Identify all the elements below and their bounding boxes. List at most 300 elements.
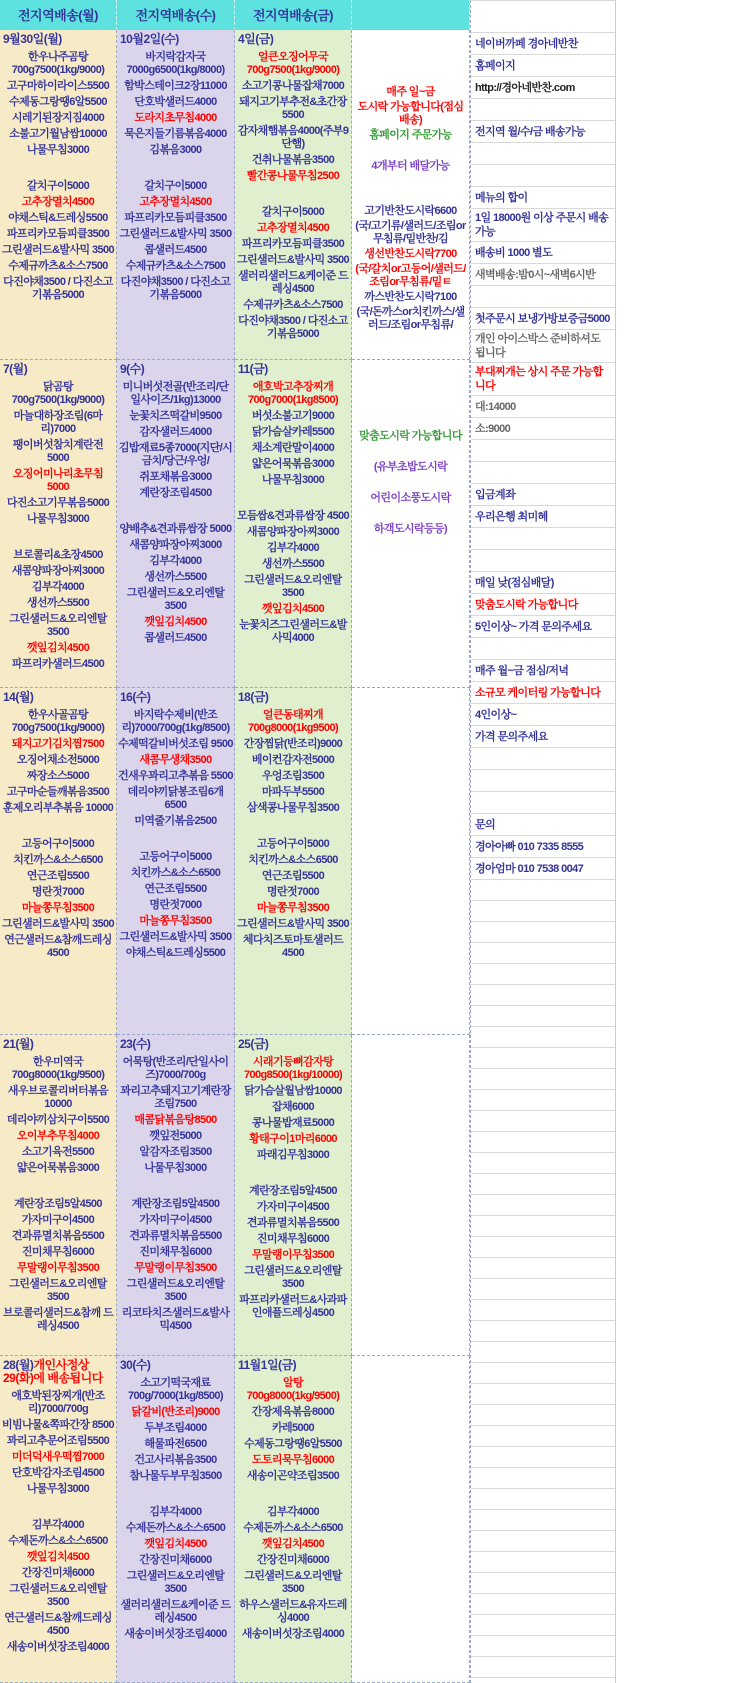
day-date: 7(월)	[3, 362, 28, 376]
menu-item: 버섯소불고기9000	[251, 410, 335, 422]
menu-item: 견과류멸치볶음5500	[246, 1217, 340, 1229]
menu-item: 리코타치즈샐러드&발사믹4500	[121, 1307, 230, 1332]
info-cell-empty	[471, 143, 615, 165]
menu-gap	[236, 1165, 350, 1182]
menu-item: 새송이버섯장조림4000	[241, 1628, 345, 1640]
day-cell	[0, 1356, 117, 1683]
menu-item: 그린샐러드&오리엔탈 3500	[244, 1265, 342, 1290]
menu-gap	[236, 818, 350, 835]
menu-item: 소불고기월남쌈10000	[9, 128, 107, 140]
menu-item: 그린샐러드&오리엔탈 3500	[9, 613, 107, 638]
menu-item: 샐러리샐러드&케이준 드레싱4500	[237, 270, 349, 295]
note-line: 고기반찬도시락6600	[364, 205, 457, 217]
menu-item: 가자미구이4500	[256, 1201, 330, 1213]
menu-item: 채소계란말이4000	[251, 442, 335, 454]
menu-item: 고등어구이5000	[21, 838, 95, 850]
menu-item: 닭곰탕 700g7500(1kg/9000)	[11, 381, 105, 406]
day-date: 10월2일(수)	[120, 32, 179, 46]
menu-item: 우엉조림3500	[261, 770, 325, 782]
menu-item: 바지락수제비(반조리)7000/700g(1kg/8500)	[121, 709, 230, 734]
menu-item: 계란장조림5알4500	[14, 1198, 102, 1210]
info-cell-empty	[471, 99, 615, 121]
menu-item: 나물무침3000	[26, 513, 90, 525]
info-cell: 가격 문의주세요	[471, 726, 615, 748]
menu-item: 깻잎김치4500	[26, 642, 90, 654]
note-line: (국/돈까스or치킨까스/샐러드/조림or무침류/	[356, 306, 465, 331]
menu-item: 깻잎김치4500	[144, 616, 207, 628]
menu-item: 참나물두부무침3500	[129, 1470, 222, 1482]
day-cell	[235, 360, 352, 688]
menu-item: 한우미역국 700g8000(1kg/9500)	[11, 1056, 105, 1081]
menu-item: 감자채햄볶음4000(주부9단햄)	[237, 125, 349, 150]
day-date: 16(수)	[120, 690, 151, 704]
menu-item: 생선까스5500	[26, 597, 90, 609]
info-cell: 부대찌개는 상시 주문 가능합니다	[471, 363, 615, 396]
info-cell: 새벽배송:밤0시~새벽6시반	[471, 264, 615, 286]
note-gap	[353, 445, 468, 459]
info-cell: 우리은행 최미혜	[471, 506, 615, 528]
header-empty	[352, 0, 470, 30]
menu-item: 무말랭이무침3500	[251, 1249, 335, 1261]
menu-item: 모듬쌈&견과류쌈장 4500	[236, 510, 350, 522]
menu-item: 가자미구이4500	[139, 1214, 212, 1226]
menu-item: 견과류멸치볶음5500	[129, 1230, 222, 1242]
info-cell: 1일 18000원 이상 주문시 배송가능	[471, 209, 615, 242]
menu-item: 간장진미채6000	[256, 1554, 330, 1566]
note-gap	[353, 507, 468, 521]
menu-item: 얼큰오징어무국 700g7500(1kg/9000)	[246, 51, 340, 76]
day-cell	[0, 688, 117, 1035]
note-line: (국/갈치or고등어/샐러드/조림or무침류/밑ㅌ	[355, 263, 466, 288]
menu-item: 시레기된장지짐4000	[11, 112, 105, 124]
menu-item: 연근조림5500	[26, 870, 90, 882]
menu-item: 그린샐러드&발사믹 3500	[236, 918, 350, 930]
menu-item: 소고기육전5500	[21, 1146, 95, 1158]
menu-item: 매콤닭볶음탕8500	[134, 1114, 217, 1126]
note-gap	[353, 476, 468, 490]
menu-item: 수제동그랑땡6알5500	[9, 96, 107, 108]
menu-item: 브로콜리&초장4500	[13, 549, 103, 561]
menu-item: 돼지고기부추전&초간장5500	[239, 96, 347, 121]
week-row	[0, 30, 470, 360]
note-line: (유부초밥도시락	[373, 461, 448, 473]
menu-item: 그린샐러드&오리엔탈 3500	[244, 574, 342, 599]
info-cell: 배송비 1000 별도	[471, 242, 615, 264]
menu-item: 수제규까츠&소스7500	[8, 260, 108, 272]
menu-item: 김부각4000	[31, 581, 85, 593]
menu-item: 나물무침3000	[144, 1162, 207, 1174]
menu-item: 갈치구이5000	[144, 180, 207, 192]
day-date: 9월30일(월)	[3, 32, 62, 46]
note-gap	[353, 144, 468, 158]
menu-item: 수제규카츠&소스7500	[125, 260, 226, 272]
week-row	[0, 360, 470, 688]
menu-item: 양배추&견과류쌈장 5000	[119, 523, 232, 535]
menu-item: 그린샐러드&오리엔탈 3500	[126, 1570, 225, 1595]
menu-item: 오징어채소전5000	[16, 754, 100, 766]
menu-item: 베이컨감자전5000	[251, 754, 335, 766]
menu-item: 시래기등뼈감자탕 700g8500(1kg/10000)	[243, 1056, 343, 1081]
day-cell	[0, 360, 117, 688]
menu-item: 생선까스5500	[261, 558, 325, 570]
menu-item: 파래김무침3000	[256, 1149, 330, 1161]
day-cell	[117, 30, 235, 360]
note-line: 맞춤도시락 가능합니다	[359, 430, 462, 442]
menu-item: 새콤양파장아찌3000	[129, 539, 222, 551]
menu-item: 쥐포채볶음3000	[139, 471, 212, 483]
menu-item: 수제떡갈비버섯조림 9500	[118, 738, 233, 750]
note-line: 홈페이지 주문가능	[369, 129, 452, 141]
menu-item: 수제돈까스&소스6500	[243, 1522, 343, 1534]
note-gap	[353, 175, 468, 189]
menu-item: 야채스틱&드레싱5500	[125, 947, 226, 959]
note-line: 생선반찬도시락7700	[364, 248, 457, 260]
menu-item: 애호박고추장찌개 700g7000(1kg8500)	[247, 381, 339, 406]
menu-item: 미더덕새우떡찜7000	[11, 1451, 105, 1463]
note-line: 4개부터 배달가능	[371, 160, 450, 172]
day-date: 11월1일(금)	[238, 1358, 297, 1372]
menu-item: 무말랭이무침3500	[16, 1262, 100, 1274]
menu-item: 갈치구이5000	[261, 206, 325, 218]
header-friday: 전지역배송(금)	[235, 0, 352, 30]
info-cell-empty	[471, 440, 615, 462]
menu-item: 진미채무침6000	[256, 1233, 330, 1245]
empty-grid-rows	[471, 880, 615, 1683]
menu-item: 마늘쫑무침3500	[256, 902, 330, 914]
menu-item: 깻잎김치4500	[144, 1538, 207, 1550]
menu-item: 수제돈까스&소스6500	[125, 1522, 226, 1534]
menu-item: 계란장조림5알4500	[249, 1185, 337, 1197]
info-cell: 경아엄마 010 7538 0047	[471, 858, 615, 880]
menu-item: 한우나주곰탕 700g7500(1kg/9000)	[11, 51, 105, 76]
menu-item: 그린샐러드&오리엔탈 3500	[126, 1278, 225, 1303]
menu-item: 도토리묵무침6000	[251, 1454, 335, 1466]
day-cell	[0, 1035, 117, 1356]
week-row	[0, 1356, 470, 1683]
menu-item: 갈치구이5000	[26, 180, 90, 192]
note-cell	[352, 1035, 470, 1356]
menu-item: 바지락감자국 7000g6500(1kg/8000)	[126, 51, 225, 76]
info-cell-empty	[471, 165, 615, 187]
menu-item: 새송이버섯장조림4000	[124, 1628, 227, 1640]
menu-item: 깻잎전5000	[149, 1130, 202, 1142]
menu-item: 계란장조림5알4500	[131, 1198, 220, 1210]
menu-item: 마늘쫑무침3500	[139, 915, 212, 927]
menu-item: 얇은어묵볶음3000	[16, 1162, 100, 1174]
menu-item: 그린샐러드&발사믹 3500	[236, 254, 350, 266]
menu-item: 두부조림4000	[144, 1422, 207, 1434]
day-date: 23(수)	[120, 1037, 151, 1051]
menu-item: 파프리카샐러드4500	[11, 658, 105, 670]
menu-item: 고등어구이5000	[256, 838, 330, 850]
note-cell	[352, 688, 470, 1035]
info-cell: 홈페이지	[471, 55, 615, 77]
menu-item: 도라지초무침4000	[134, 112, 217, 124]
menu-gap	[118, 1178, 233, 1195]
menu-gap	[118, 160, 233, 177]
day-cell	[235, 1035, 352, 1356]
menu-item: 깻잎김치4500	[261, 603, 325, 615]
menu-item: 간장찜닭(반조리)9000	[243, 738, 343, 750]
menu-item: 수제동그랑땡6알5500	[244, 1438, 342, 1450]
menu-gap	[1, 1178, 115, 1195]
menu-item: 진미채무침6000	[21, 1246, 95, 1258]
note-cell	[352, 30, 470, 360]
note-cell	[352, 360, 470, 688]
menu-item: 새콤무생채3500	[139, 754, 212, 766]
menu-item: 다진야채3500 / 다진소고기볶음5000	[3, 276, 113, 301]
menu-item: 미니버섯전골(반조리/단일사이즈/1kg)13000	[122, 381, 229, 406]
menu-item: 알탕 700g8000(1kg/9500)	[246, 1377, 340, 1402]
menu-item: 돼지고기김치찜7500	[11, 738, 105, 750]
menu-item: 그린샐러드&오리엔탈 3500	[9, 1583, 107, 1608]
day-date: 14(월)	[3, 690, 34, 704]
info-cell: 5인이상~ 가격 문의주세요	[471, 616, 615, 638]
day-cell	[235, 1356, 352, 1683]
menu-item: 야채스틱&드레싱5500	[8, 212, 108, 224]
note-line: 도시락 가능합니다(점심배송)	[357, 101, 464, 126]
menu-item: 얼큰동태찌개 700g8000(1kg9500)	[247, 709, 339, 734]
menu-item: 마늘대하장조림(6마리)7000	[13, 410, 103, 435]
day-date: 21(월)	[3, 1037, 34, 1051]
info-column	[470, 0, 616, 1683]
menu-item: 연근조림5500	[261, 870, 325, 882]
info-cell: 경아아빠 010 7335 8555	[471, 836, 615, 858]
menu-item: 데리야끼삼치구이5500	[6, 1114, 110, 1126]
menu-item: 수제규카츠&소스7500	[243, 299, 343, 311]
menu-item: 명란젓7000	[266, 886, 320, 898]
menu-item: 간장진미채6000	[139, 1554, 212, 1566]
menu-item: 김부각4000	[266, 1506, 320, 1518]
info-cell: 4인이상~	[471, 704, 615, 726]
homepage-link[interactable]: http://경아네반찬.com	[471, 77, 615, 99]
menu-item: 미역줄기볶음2500	[134, 815, 217, 827]
menu-item: 김부각4000	[149, 555, 202, 567]
info-cell: 메뉴의 합이	[471, 187, 615, 209]
info-cell: 입금계좌	[471, 484, 615, 506]
day-date: 4일(금)	[238, 32, 274, 46]
menu-item: 함박스테이크2장11000	[124, 80, 227, 92]
menu-item: 고등어구이5000	[139, 851, 212, 863]
menu-item: 간장제육볶음8000	[251, 1406, 335, 1418]
menu-item: 샐러리샐러드&케이준 드레싱4500	[120, 1599, 231, 1624]
day-cell	[117, 1356, 235, 1683]
menu-item: 김부각4000	[266, 542, 320, 554]
menu-item: 가자미구이4500	[21, 1214, 95, 1226]
menu-item: 그린샐러드&오리엔탈 3500	[244, 1570, 342, 1595]
info-cell: 맞춤도시락 가능합니다	[471, 594, 615, 616]
menu-gap	[118, 1486, 233, 1503]
menu-item: 연근샐러드&참깨드레싱4500	[4, 1612, 112, 1637]
menu-item: 치킨까스&소스6500	[130, 867, 221, 879]
menu-item: 마늘쫑무침3500	[21, 902, 95, 914]
menu-item: 건취나물볶음3500	[251, 154, 335, 166]
menu-item: 해물파전6500	[144, 1438, 207, 1450]
menu-item: 눈꽃치즈그린샐러드&발사믹4000	[239, 619, 347, 644]
week-row	[0, 688, 470, 1035]
info-cell-empty	[471, 770, 615, 792]
menu-gap	[118, 503, 233, 520]
menu-item: 마파두부5500	[261, 786, 325, 798]
menu-item: 단호박감자조림4500	[11, 1467, 105, 1479]
info-cell: 대:14000	[471, 396, 615, 418]
menu-item: 그린샐러드&발사믹 3500	[1, 244, 115, 256]
menu-item: 연근샐러드&참깨드레싱4500	[4, 934, 112, 959]
menu-gap	[1, 160, 115, 177]
menu-item: 묵은지들기름볶음4000	[124, 128, 227, 140]
day-cell	[117, 1035, 235, 1356]
day-date: 25(금)	[238, 1037, 269, 1051]
menu-gap	[236, 1486, 350, 1503]
menu-item: 나물무침3000	[26, 1483, 90, 1495]
menu-item: 그린샐러드&발사믹 3500	[119, 228, 232, 240]
menu-item: 파프리카모듬피클3500	[241, 238, 345, 250]
menu-item: 견과류멸치볶음5500	[11, 1230, 105, 1242]
menu-item: 김볶음3000	[149, 144, 202, 156]
menu-item: 새우브로콜리버터볶음 10000	[7, 1085, 109, 1110]
menu-item: 닭갈비(반조리)9000	[131, 1406, 220, 1418]
menu-item: 비빔나물&쪽파간장 8500	[1, 1419, 115, 1431]
day-cell	[235, 688, 352, 1035]
info-cell: 네이버까페 경아네반찬	[471, 33, 615, 55]
menu-item: 건고사리볶음3500	[134, 1454, 217, 1466]
info-cell: 소:9000	[471, 418, 615, 440]
info-cell: 매주 월~금 점심/저녁	[471, 660, 615, 682]
menu-item: 명란젓7000	[149, 899, 202, 911]
day-date: 9(수)	[120, 362, 145, 376]
menu-item: 고추장멸치4500	[139, 196, 212, 208]
day-cell	[0, 30, 117, 360]
info-cell: 문의	[471, 814, 615, 836]
day-date: 11(금)	[238, 362, 268, 376]
menu-item: 꽈리고추문어조림5500	[6, 1435, 110, 1447]
note-line: 까스반찬도시락7100	[364, 291, 457, 303]
info-cell: 매일 낮(점심배달)	[471, 572, 615, 594]
day-cell	[235, 30, 352, 360]
menu-item: 카레5000	[271, 1422, 315, 1434]
menu-item: 알감자조림3500	[139, 1146, 212, 1158]
menu-item: 새송이버섯장조림4000	[6, 1641, 110, 1653]
menu-item: 무말랭이무침3500	[134, 1262, 217, 1274]
header-wednesday: 전지역배송(수)	[117, 0, 235, 30]
header-row	[0, 0, 470, 30]
menu-item: 얇은어묵볶음3000	[251, 458, 335, 470]
menu-item: 그린샐러드&오리엔탈 3500	[9, 1278, 107, 1303]
menu-item: 황태구이1마리6000	[249, 1133, 337, 1145]
menu-item: 눈꽃치즈떡갈비9500	[129, 410, 222, 422]
menu-item: 브로콜리샐러드&참깨 드레싱4500	[2, 1307, 114, 1332]
menu-item: 간장진미채6000	[21, 1567, 95, 1579]
menu-weeks	[0, 30, 470, 1683]
menu-item: 콩나물밥재료5000	[251, 1117, 335, 1129]
menu-item: 오징어미나리초무침 5000	[12, 468, 104, 493]
menu-item: 삼색콩나물무침3500	[246, 802, 340, 814]
menu-item: 하우스샐러드&유자드레싱4000	[239, 1599, 347, 1624]
menu-item: 오이부추무침4000	[16, 1130, 100, 1142]
menu-item: 김밥재료5종7000(지단/시금치/당근/우엉/	[118, 442, 233, 467]
menu-item: 한우사골곰탕 700g7500(1kg/9000)	[11, 709, 105, 734]
info-cell: 개인 아이스박스 준비하셔도 됩니다	[471, 330, 615, 363]
info-cell-empty	[471, 748, 615, 770]
menu-item: 다진소고기무볶음5000	[6, 497, 110, 509]
menu-item: 단호박샐러드4000	[134, 96, 217, 108]
menu-item: 닭가슴살월남쌈10000	[244, 1085, 342, 1097]
day-date: 30(수)	[120, 1358, 151, 1372]
menu-item: 계란장조림4500	[139, 487, 212, 499]
menu-item: 훈제오리부추볶음 10000	[2, 802, 114, 814]
menu-item: 닭가슴살카레5500	[251, 426, 335, 438]
menu-item: 명란젓7000	[31, 886, 85, 898]
menu-item: 데리야끼닭봉조림6개 6500	[127, 786, 224, 811]
menu-gap	[118, 831, 233, 848]
note-line: 어린이소풍도시락	[370, 492, 451, 504]
menu-item: 소고기떡국재료 700g/7000(1kg/8500)	[127, 1377, 223, 1402]
menu-item: 콥샐러드4500	[144, 244, 207, 256]
info-cell-empty	[471, 638, 615, 660]
menu-item: 파프리카모듬피클3500	[124, 212, 227, 224]
menu-item: 짜장소스5000	[26, 770, 90, 782]
menu-item: 나물무침3000	[261, 474, 325, 486]
menu-gap	[1, 1499, 115, 1516]
note-line: (국/고기류/샐러드/조림or무침류/밑반찬/김	[355, 220, 466, 245]
menu-item: 수제돈까스&소스6500	[8, 1535, 108, 1547]
menu-item: 고구마하이라이스5500	[6, 80, 110, 92]
menu-item: 다진야채3500 / 다진소고기볶음5000	[120, 276, 231, 301]
menu-item: 연근조림5500	[144, 883, 207, 895]
day-cell	[117, 360, 235, 688]
menu-item: 소고기콩나물잡채7000	[241, 80, 345, 92]
header-monday: 전지역배송(월)	[0, 0, 117, 30]
menu-item: 잡채6000	[271, 1101, 315, 1113]
menu-item: 그린샐러드&발사믹 3500	[119, 931, 232, 943]
info-cell-empty	[471, 550, 615, 572]
menu-item: 새송이곤약조림3500	[246, 1470, 340, 1482]
menu-item: 김부각4000	[31, 1519, 85, 1531]
menu-gap	[1, 529, 115, 546]
menu-item: 진미채무침6000	[139, 1246, 212, 1258]
menu-item: 치킨까스&소스6500	[13, 854, 103, 866]
menu-item: 어묵탕(반조리/단일사이즈)7000/700g	[122, 1056, 229, 1081]
menu-item: 고추장멸치4500	[256, 222, 330, 234]
menu-item: 김부각4000	[149, 1506, 202, 1518]
menu-gap	[1, 818, 115, 835]
menu-item: 새콤양파장아찌3000	[246, 526, 340, 538]
menu-item: 치킨까스&소스6500	[248, 854, 338, 866]
info-cell: 전지역 월/수/금 배송가능	[471, 121, 615, 143]
info-cell-empty	[471, 528, 615, 550]
info-cell: 첫주문시 보냉가방보증금5000	[471, 308, 615, 330]
menu-gap	[236, 490, 350, 507]
menu-item: 파프리카샐러드&사과파인애플드레싱4500	[239, 1294, 347, 1319]
menu-item: 체다치즈토마토샐러드 4500	[242, 934, 344, 959]
info-cell-empty	[471, 792, 615, 814]
menu-item: 빨간콩나물무침2500	[246, 170, 340, 182]
menu-item: 팽이버섯참치계란전 5000	[12, 439, 104, 464]
note-line: 하객도시락등등)	[373, 523, 448, 535]
menu-item: 콥샐러드4500	[144, 632, 207, 644]
note-gap	[353, 189, 468, 203]
info-cell-empty	[471, 286, 615, 308]
menu-item: 파프리카모듬피클3500	[6, 228, 110, 240]
info-cell: 소규모 케이터링 가능합니다	[471, 682, 615, 704]
menu-item: 애호박된장찌개(반조리)7000/700g	[11, 1390, 105, 1415]
note-line: 매주 일~금	[386, 86, 435, 98]
menu-item: 고구마순들깨볶음3500	[6, 786, 110, 798]
menu-gap	[236, 186, 350, 203]
menu-item: 꽈리고추돼지고기계란장조림7500	[120, 1085, 231, 1110]
menu-item: 건새우꽈리고추볶음 5500	[118, 770, 233, 782]
menu-item: 깻잎김치4500	[26, 1551, 90, 1563]
